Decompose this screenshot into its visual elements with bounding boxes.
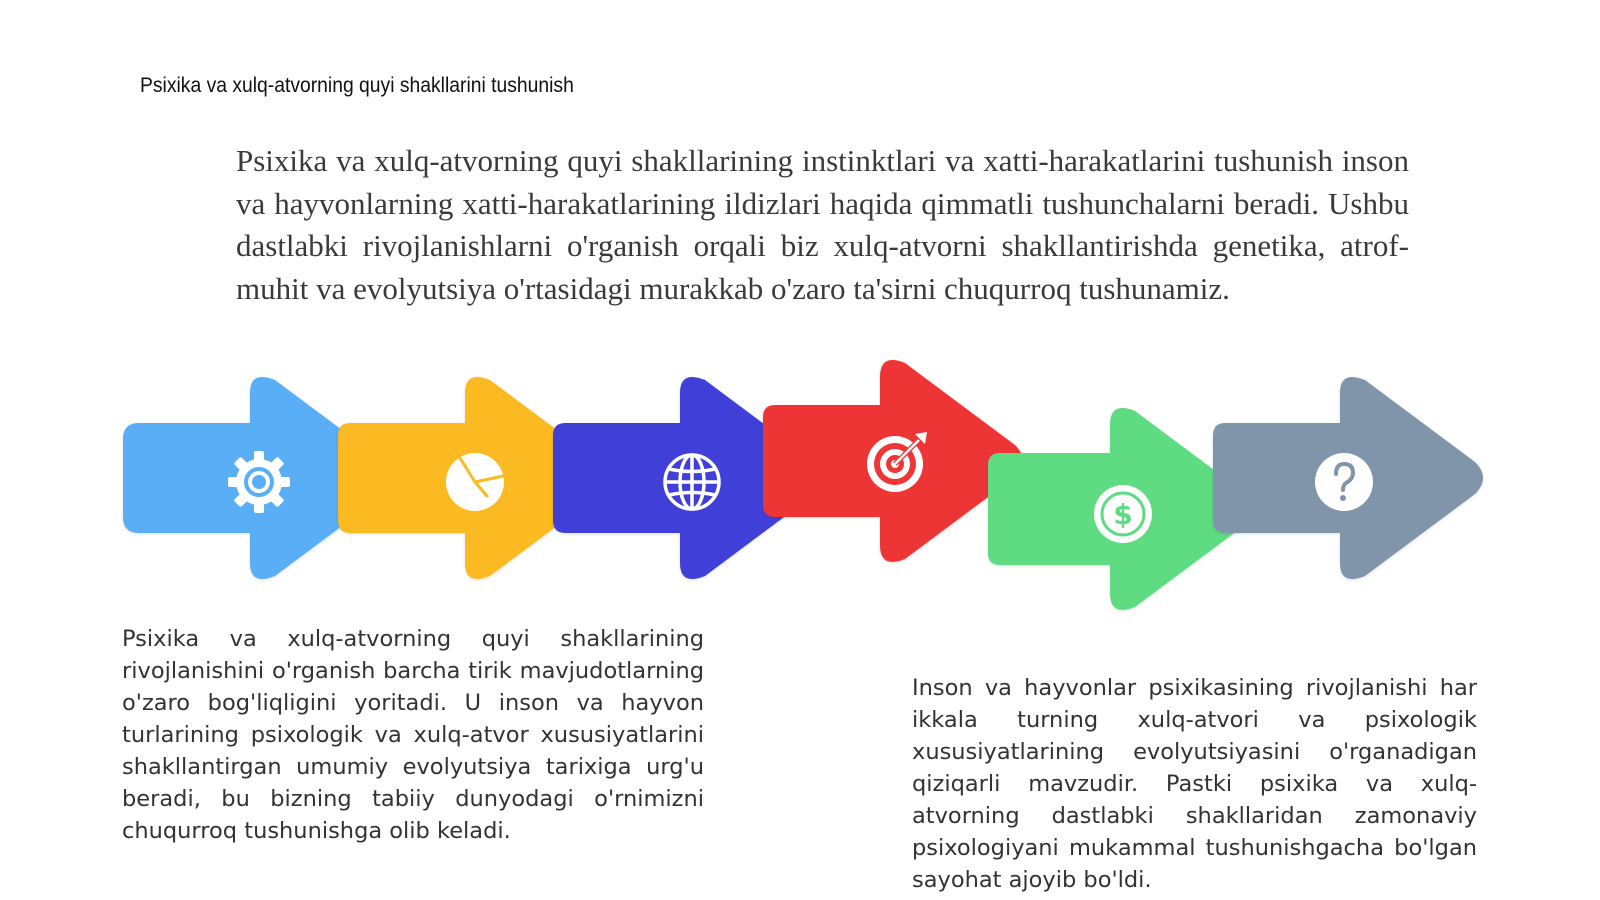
gear-icon [228,451,290,513]
pie-chart-icon [446,453,504,511]
svg-text:$: $ [1113,498,1133,531]
slide-title: Psixika va xulq-atvorning quyi shakllarini tushunish [140,74,574,97]
paragraph-left: Psixika va xulq-atvorning quyi shakllarining rivojlanishini o'rganish barcha tirik mavjudotlarning o'zaro bog'liqligini yoritadi. U inson va hayvon turlarining psixologik va xulq-atvor xususiyatlarini shakllantirgan umumiy evolyutsiya tarixiga urg'u beradi, bu bizning tabiiy dunyodagi o'rnimizni chuqurroq tushunishga olib keladi. [122,626,704,844]
dollar-coin-icon [1094,485,1152,543]
intro-paragraph: Psixika va xulq-atvorning quyi shakllarining instinktlari va xatti-harakatlarini tushunish inson va hayvonlarning xatti-harakatlarining ildizlari haqida qimmatli tushunchalarni beradi. Ushbu dastlabki rivojlanishlarni o'rganish orqali biz xulq-atvorni shakllantirishda genetika, atrof-muhit va evolyutsiya o'rtasidagi murakkab o'zaro ta'sirni chuqurroq tushunamiz. [236,143,1409,306]
question-icon [1315,453,1373,511]
globe-icon [665,455,719,509]
paragraph-right: Inson va hayvonlar psixikasining rivojlanishi har ikkala turning xulq-atvori va psixologik xususiyatlarining evolyutsiyasini o'rganadigan qiziqarli mavzudir. Pastki psixika va xulq-atvorning dastlabki shakllaridan zamonaviy psixologiyani mukammal tushunishgacha bo'lgan sayohat ajoyib bo'ldi. [912,675,1477,893]
